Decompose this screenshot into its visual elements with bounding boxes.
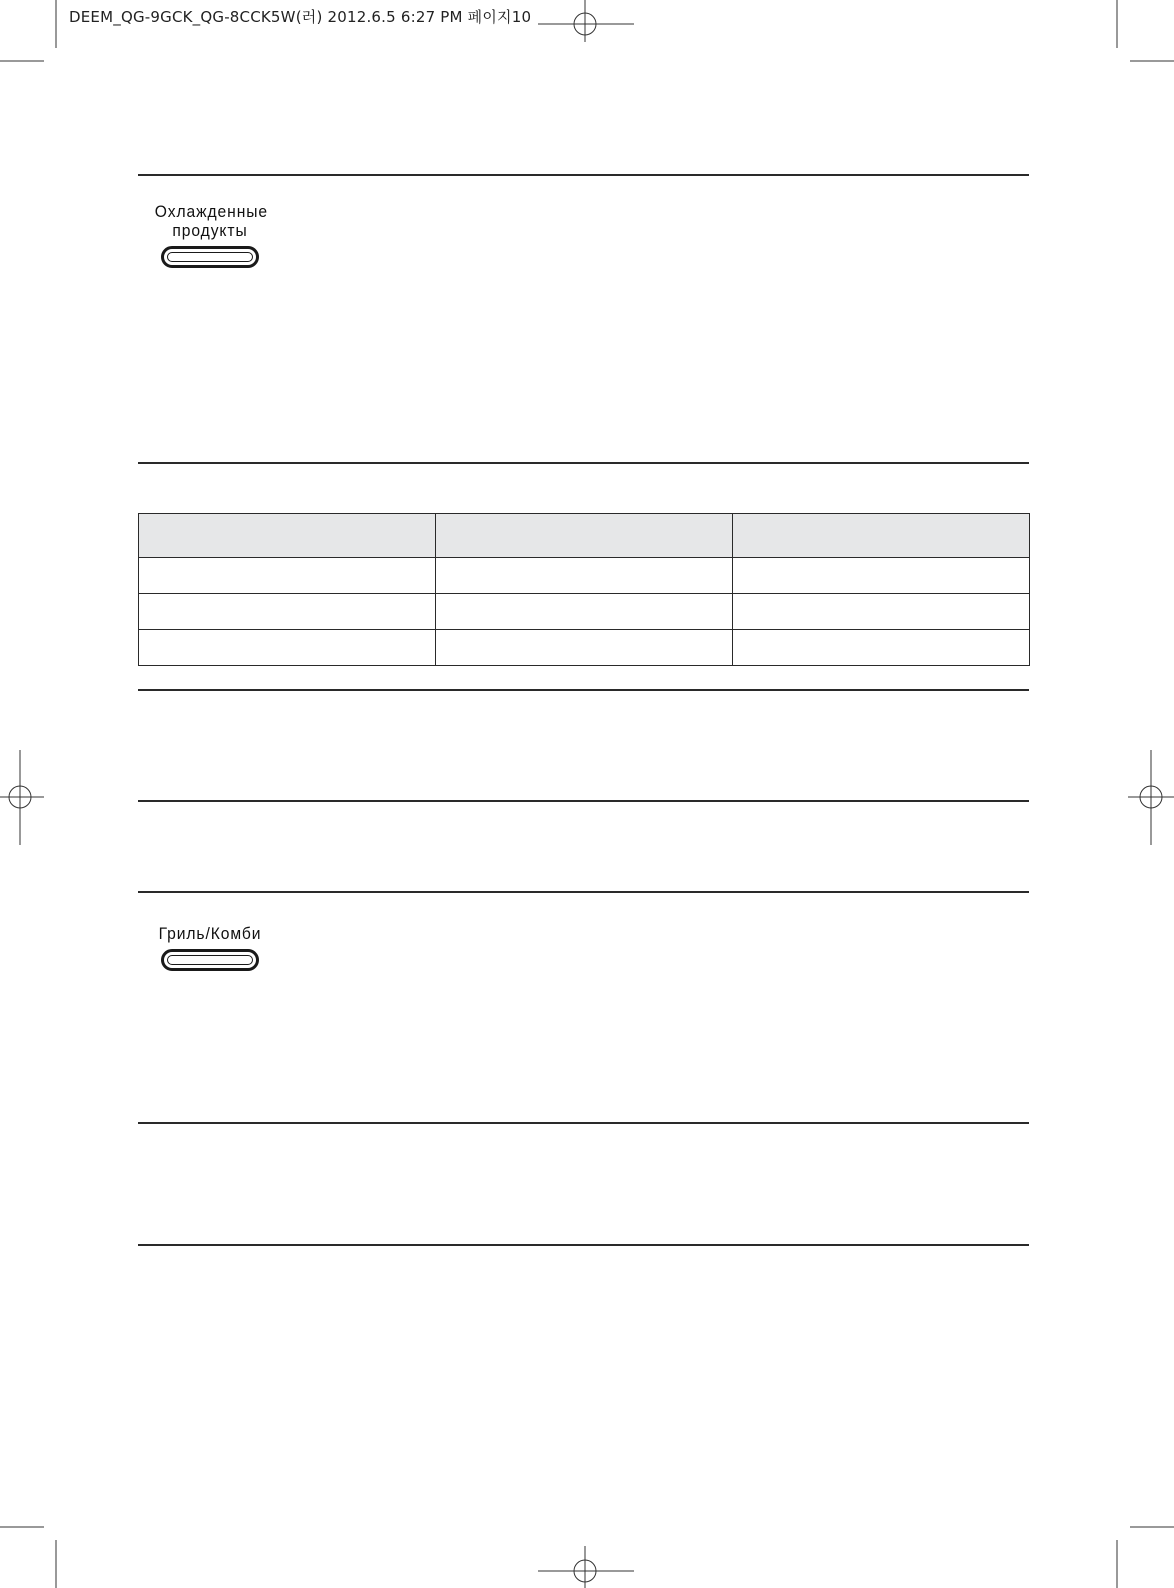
section-rule-7 (138, 1244, 1029, 1246)
section-rule-5 (138, 891, 1029, 893)
chilled-products-label-line1: Охлажденные (154, 202, 269, 221)
table-cell (139, 594, 436, 630)
chilled-products-button[interactable] (161, 246, 259, 268)
registration-target-top (538, 0, 634, 42)
table-cell (436, 558, 733, 594)
section-rule-1 (138, 174, 1029, 176)
registration-target-bottom (538, 1546, 634, 1588)
section-rule-2 (138, 462, 1029, 464)
registration-target-right (1128, 750, 1174, 845)
table-header-row (139, 514, 1030, 558)
table-header-cell (733, 514, 1030, 558)
section-rule-6 (138, 1122, 1029, 1124)
table-header-cell (139, 514, 436, 558)
table-row (139, 558, 1030, 594)
table-cell (436, 630, 733, 666)
table-cell (139, 630, 436, 666)
table-row (139, 630, 1030, 666)
table-cell (139, 558, 436, 594)
data-table (138, 513, 1030, 666)
chilled-products-label-line2: продукты (172, 221, 248, 240)
table-cell (436, 594, 733, 630)
table-row (139, 594, 1030, 630)
grill-combi-label: Гриль/Комби (158, 924, 262, 943)
table-header-cell (436, 514, 733, 558)
grill-combi-button[interactable] (161, 949, 259, 971)
section-rule-3 (138, 689, 1029, 691)
table-cell (733, 594, 1030, 630)
registration-target-left (0, 750, 44, 845)
grill-combi-button-illustration (150, 924, 270, 971)
table-cell (733, 558, 1030, 594)
chilled-products-button-illustration (150, 202, 270, 268)
section-rule-4 (138, 800, 1029, 802)
table-cell (733, 630, 1030, 666)
print-header: DEEM_QG-9GCK_QG-8CCK5W(러) 2012.6.5 6:27 PM 페이지10 (69, 8, 532, 26)
